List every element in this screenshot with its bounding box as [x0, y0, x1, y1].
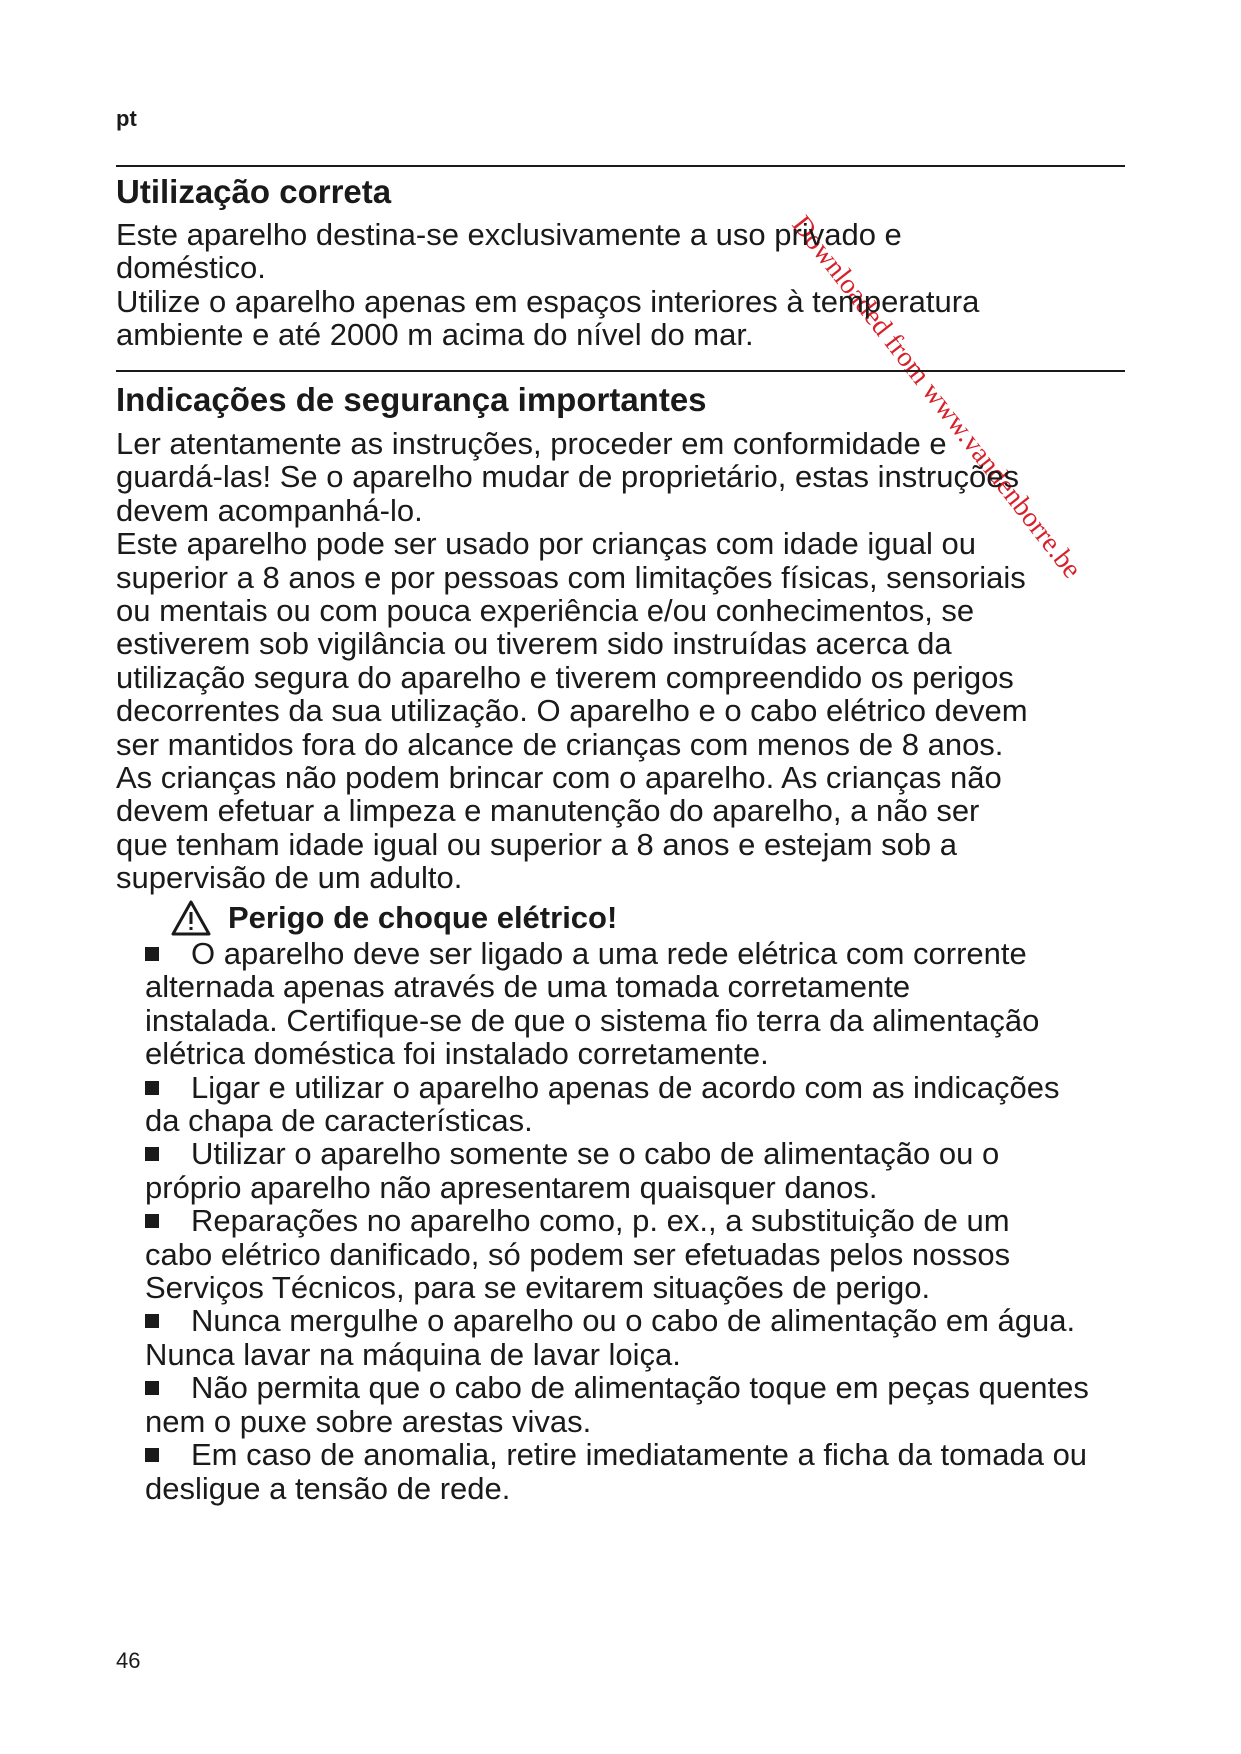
text-line: Ler atentamente as instruções, proceder em conformidade e [116, 426, 947, 461]
list-item [145, 1137, 1175, 1204]
section-title-safety: Indicações de segurança importantes [116, 381, 707, 418]
text-line: doméstico. [116, 250, 266, 286]
list-item [145, 1304, 1175, 1371]
square-bullet-icon [145, 1214, 159, 1228]
bullet-text: elétrica doméstica foi instalado corretamente. [145, 1036, 769, 1072]
text-line: que tenham idade igual ou superior a 8 anos e estejam sob a [116, 826, 958, 862]
bullet-text: cabo elétrico danificado, só podem ser efetuadas pelos nossos [145, 1236, 1011, 1272]
text-line: guardá-las! Se o aparelho mudar de proprietário, estas instruções [116, 459, 1019, 495]
list-item [145, 1204, 1175, 1304]
list-item [145, 937, 1175, 1071]
text-line: As crianças não podem brincar com o aparelho. As crianças não [116, 760, 1002, 796]
square-bullet-icon [145, 947, 159, 961]
text-line: decorrentes da sua utilização. O aparelho e o cabo elétrico devem [116, 693, 1028, 729]
intended-use-text [116, 218, 1126, 352]
bullet-text: alternada apenas através de uma tomada corretamente [145, 969, 911, 1005]
square-bullet-icon [145, 1147, 159, 1161]
list-item [145, 1371, 1175, 1438]
language-code: pt [116, 106, 137, 131]
bullet-text: Em caso de anomalia, retire imediatamente a ficha da tomada ou [191, 1437, 1088, 1473]
bullet-text: Reparações no aparelho como, p. ex., a substituição de um [191, 1203, 1010, 1239]
page-number: 46 [116, 1648, 141, 1673]
text-line: superior a 8 anos e por pessoas com limitações físicas, sensoriais [116, 559, 1026, 595]
text-line: estiverem sob vigilância ou tiverem sido instruídas acerca da [116, 626, 952, 662]
text-line: ou mentais ou com pouca experiência e/ou conhecimentos, se [116, 593, 975, 629]
square-bullet-icon [145, 1081, 159, 1095]
bullet-text: nem o puxe sobre arestas vivas. [145, 1403, 592, 1439]
warning-triangle-icon [170, 899, 212, 937]
list-item [145, 1438, 1175, 1505]
square-bullet-icon [145, 1381, 159, 1395]
text-line: devem efetuar a limpeza e manutenção do aparelho, a não ser [116, 793, 980, 829]
section-divider [116, 165, 1125, 167]
text-line: Este aparelho destina-se exclusivamente a uso privado e [116, 217, 902, 252]
watermark: Downloaded from www.vandenborre.be [785, 210, 1088, 585]
list-item [145, 1071, 1175, 1138]
text-line: Este aparelho pode ser usado por crianças com idade igual ou [116, 526, 976, 562]
bullet-text: próprio aparelho não apresentarem quaisquer danos. [145, 1169, 878, 1205]
bullet-text: desligue a tensão de rede. [145, 1470, 511, 1506]
safety-text [116, 427, 1126, 895]
electric-shock-warning [170, 898, 617, 938]
text-line: supervisão de um adulto. [116, 860, 463, 896]
text-line: Utilize o aparelho apenas em espaços interiores à temperatura [116, 283, 980, 319]
bullet-text: Não permita que o cabo de alimentação toque em peças quentes [191, 1370, 1089, 1406]
text-line: utilização segura do aparelho e tiverem compreendido os perigos [116, 659, 1014, 695]
bullet-text: da chapa de características. [145, 1103, 533, 1139]
bullet-text: Nunca lavar na máquina de lavar loiça. [145, 1336, 681, 1372]
square-bullet-icon [145, 1448, 159, 1462]
text-line: ambiente e até 2000 m acima do nível do mar. [116, 317, 754, 353]
section-divider [116, 370, 1125, 372]
bullet-text: Utilizar o aparelho somente se o cabo de alimentação ou o [191, 1136, 1000, 1172]
text-line: devem acompanhá-lo. [116, 492, 423, 528]
bullet-text: O aparelho deve ser ligado a uma rede elétrica com corrente [191, 936, 1027, 971]
section-title-intended-use: Utilização correta [116, 173, 392, 210]
warning-title: Perigo de choque elétrico! [228, 900, 618, 935]
bullet-text: Ligar e utilizar o aparelho apenas de acordo com as indicações [191, 1069, 1060, 1105]
square-bullet-icon [145, 1314, 159, 1328]
bullet-text: Serviços Técnicos, para se evitarem situações de perigo. [145, 1270, 931, 1306]
bullet-text: instalada. Certifique-se de que o sistema fio terra da alimentação [145, 1002, 1040, 1038]
safety-bullet-list [145, 937, 1175, 1505]
text-line: ser mantidos fora do alcance de crianças com menos de 8 anos. [116, 726, 1004, 762]
bullet-text: Nunca mergulhe o aparelho ou o cabo de alimentação em água. [191, 1303, 1076, 1339]
